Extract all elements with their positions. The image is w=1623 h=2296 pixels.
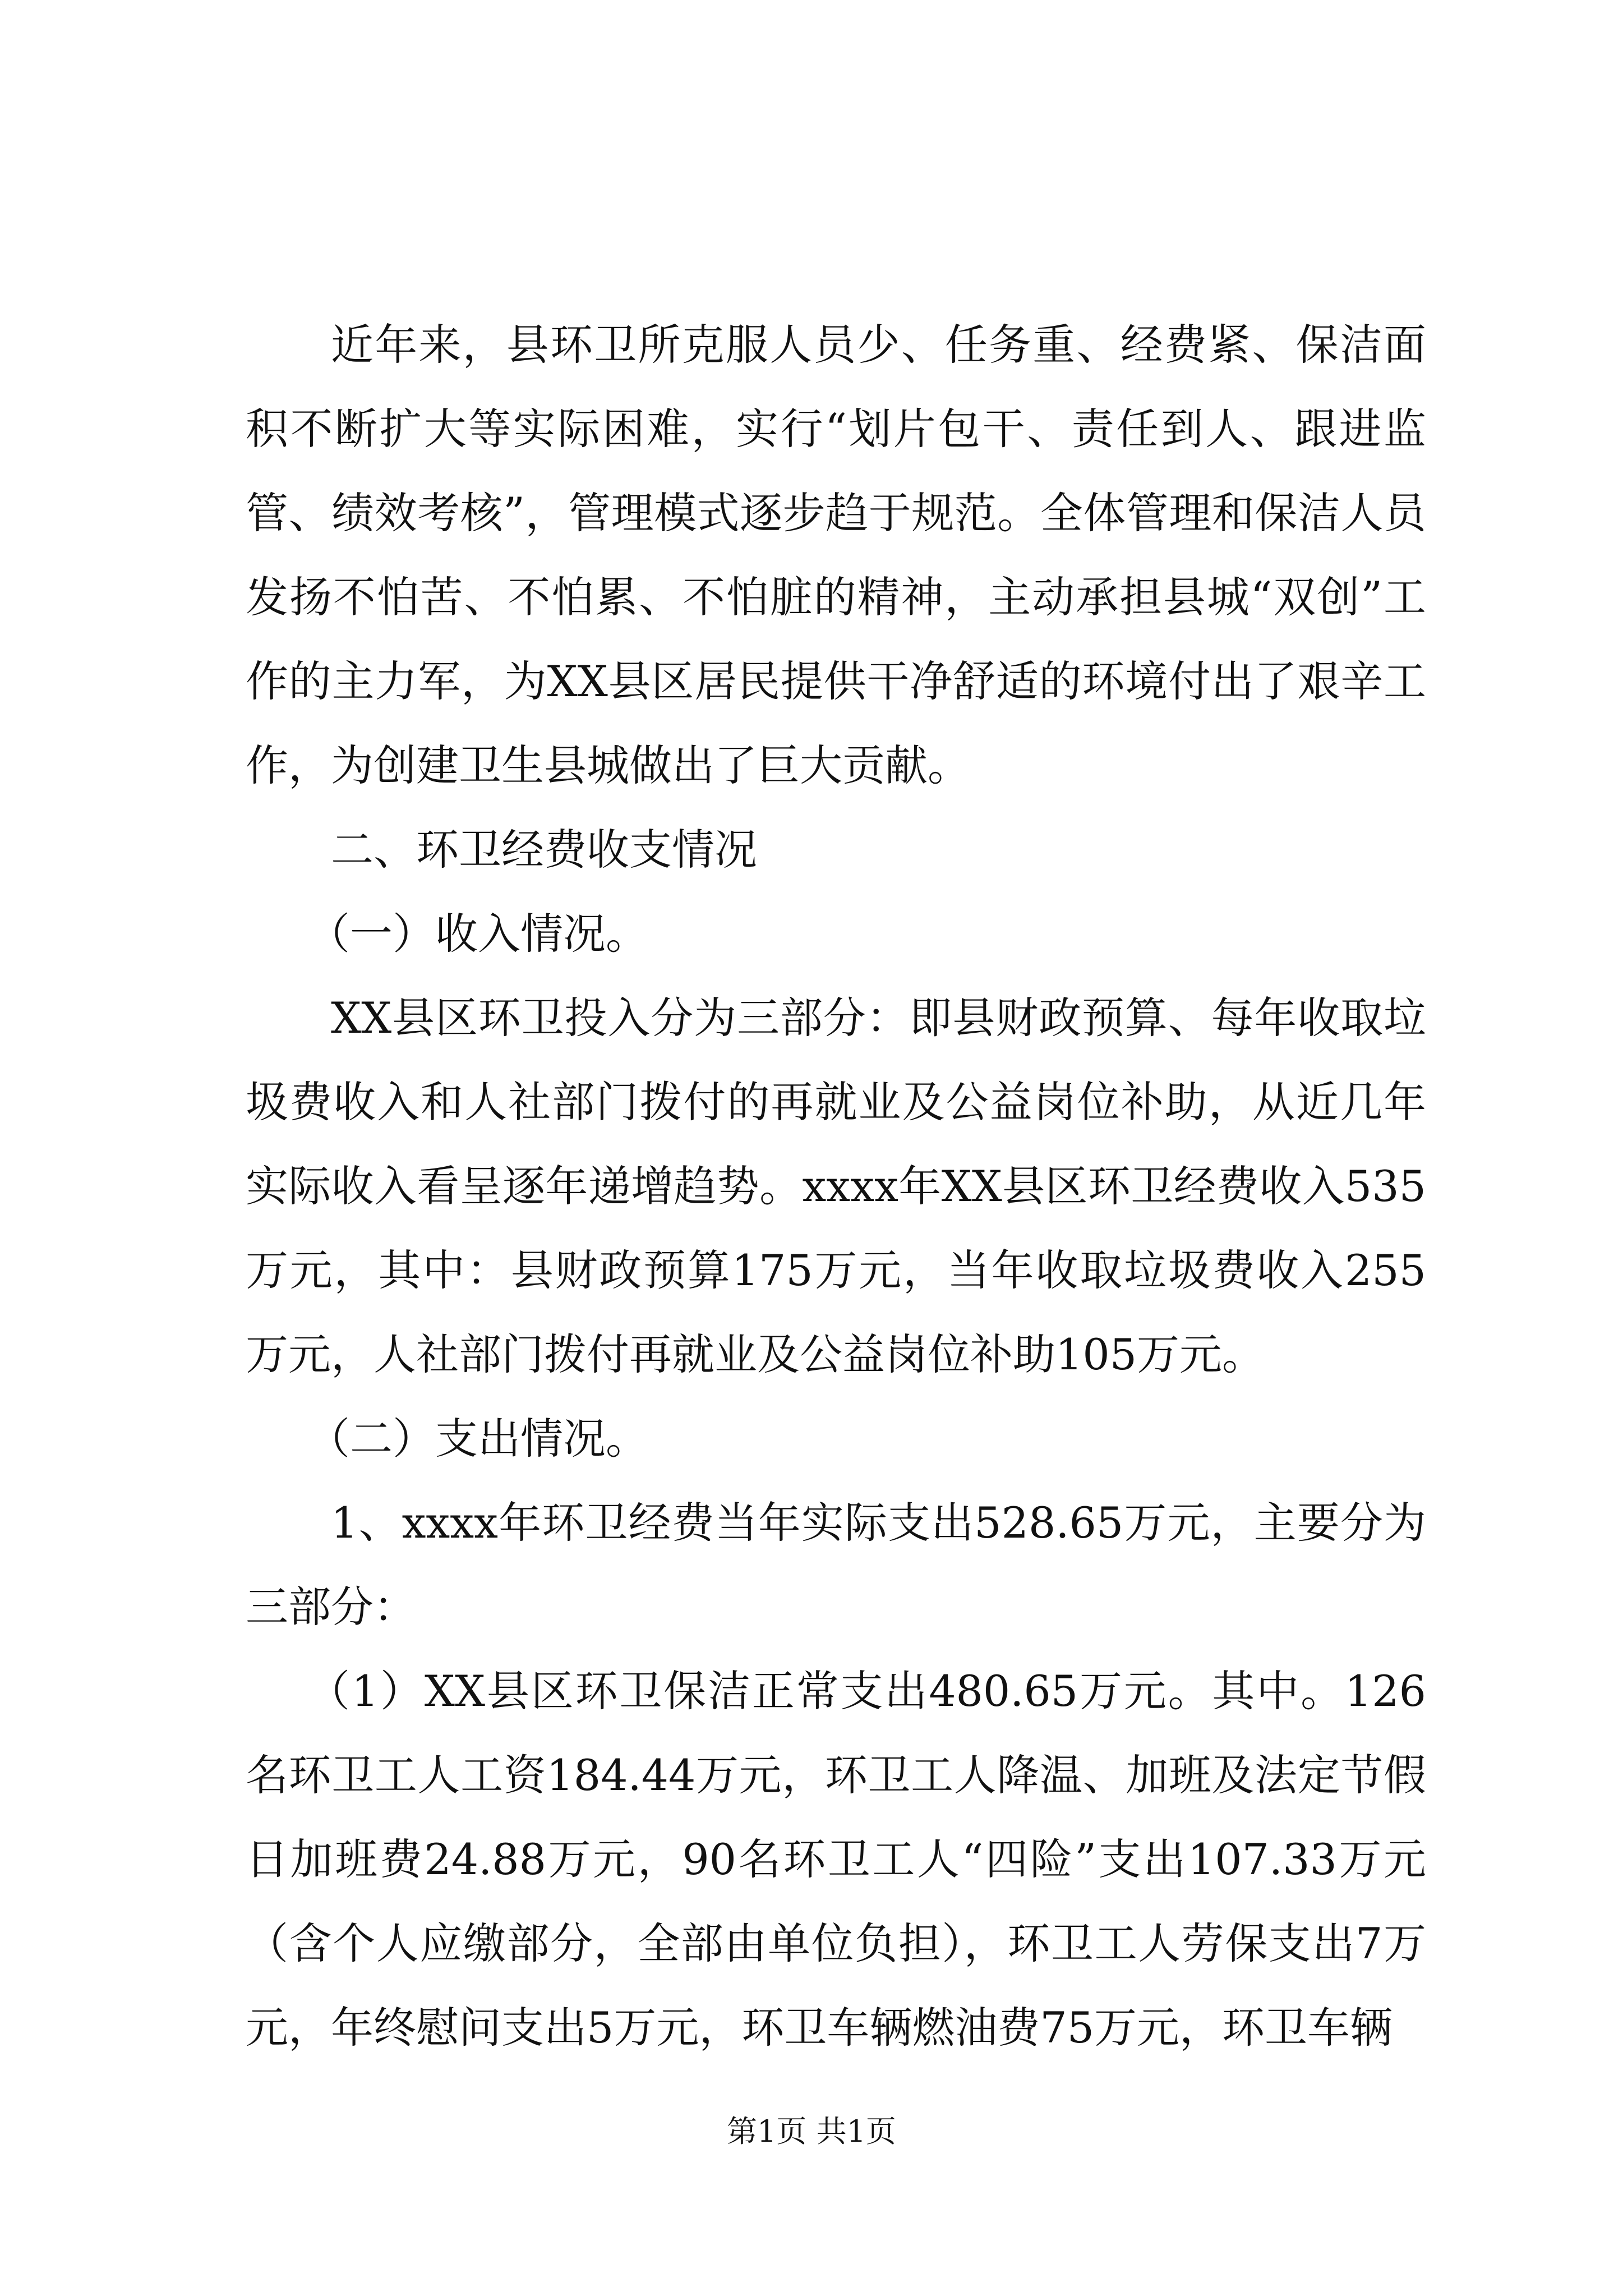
paragraph-income: XX县区环卫投入分为三部分：即县财政预算、每年收取垃圾费收入和人社部门拨付的再就业及公益岗位补助，从近几年实际收入看呈逐年递增趋势。xxxx年XX县区环卫经费收入535万元，其中：县财政预算175万元，当年收取垃圾费收入255万元，人社部门拨付再就业及公益岗位补助105万元。 (246, 993, 1426, 1379)
subheading-income: （一）收入情况。 (307, 909, 648, 959)
subheading-expense: （二）支出情况。 (307, 1414, 648, 1464)
paragraph-expense-sub-1: （1）XX县区环卫保洁正常支出480.65万元。其中。126名环卫工人工资184.44万元，环卫工人降温、加班及法定节假日加班费24.88万元，90名环卫工人“四险”支出107.33万元（含个人应缴部分，全部由单位负担），环卫工人劳保支出7万元，年终慰问支出5万元，环卫车辆燃油费75万元，环卫车辆 (246, 1666, 1426, 2053)
paragraph-expense-item-1: 1、xxxx年环卫经费当年实际支出528.65万元，主要分为三部分： (246, 1498, 1426, 1632)
document-body (246, 303, 1426, 2070)
section-heading-funding: 二、环卫经费收支情况 (331, 825, 757, 875)
paragraph-intro: 近年来，县环卫所克服人员少、任务重、经费紧、保洁面积不断扩大等实际困难，实行“划片包干、责任到人、跟进监管、绩效考核”，管理模式逐步趋于规范。全体管理和保洁人员发扬不怕苦、不怕累、不怕脏的精神，主动承担县城“双创”工作的主力军，为XX县区居民提供干净舒适的环境付出了艰辛工作，为创建卫生县城做出了巨大贡献。 (246, 320, 1426, 790)
page-number-footer: 第1页 共1页 (727, 2114, 896, 2149)
